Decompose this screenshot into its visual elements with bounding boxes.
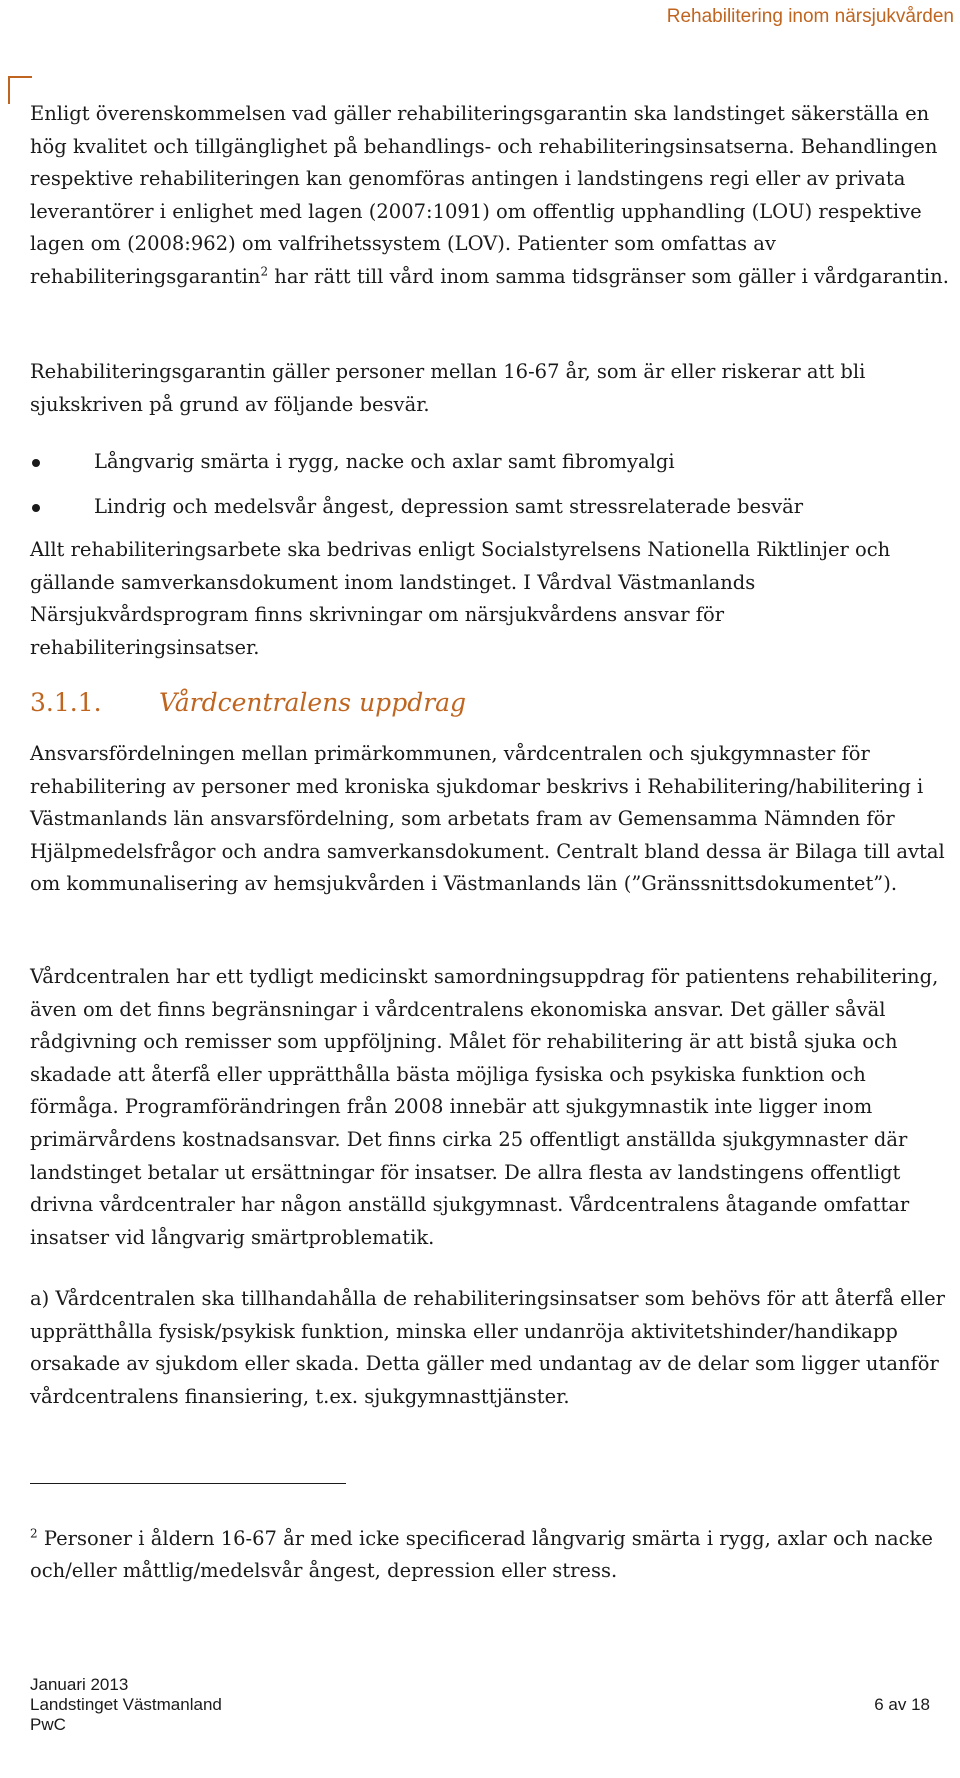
corner-mark xyxy=(8,76,32,104)
bullet-dot-icon xyxy=(32,459,40,467)
paragraph-guarantee xyxy=(30,98,955,294)
footer-company: PwC xyxy=(30,1715,66,1734)
page-footer xyxy=(30,1675,930,1735)
footer-date: Januari 2013 xyxy=(30,1675,129,1694)
paragraph-coordination: Vårdcentralen har ett tydligt medicinskt samordningsuppdrag för patientens rehabilitering, även om det finns begränsningar i vårdcentralens ekonomiska ansvar. Det gäller såväl rådgivning och remisser som uppföljning. Målet för rehabilitering är att bistå sjuka och skadade att återfå eller upprätthålla bästa möjliga fysiska och psykiska funktion och förmåga. Programförändringen från 2008 innebär att sjukgymnastik inte ligger inom primärvårdens kostnadsansvar. Det finns cirka 25 offentligt anställda sjukgymnaster där landstinget betalar ut ersättningar för insatser. De allra flesta av landstingens offentligt drivna vårdcentraler har någon anställd sjukgymnast. Vårdcentralens åtagande omfattar insatser vid långvarig smärtproblematik. xyxy=(30,965,939,1249)
footer-org: Landstinget Västmanland xyxy=(30,1695,222,1714)
footnote-number: 2 xyxy=(30,1526,38,1540)
footnote-reference[interactable]: 2 xyxy=(260,264,269,279)
paragraph-guarantee-text: Enligt överenskommelsen vad gäller rehabiliteringsgarantin ska landstinget säkerställa en hög kvalitet och tillgänglighet på behandlings- och rehabiliteringsinsatserna. Behandlingen respektive rehabiliteringen kan genomföras antingen i landstingens regi eller av privata leverantörer i enlighet med lagen (2007:1091) om offentlig upphandling (LOU) respektive lagen om (2008:962) om valfrihetssystem (LOV). Patienter som omfattas av rehabiliteringsgarantin xyxy=(30,102,938,288)
page-header-title: Rehabilitering inom närsjukvården xyxy=(666,6,954,27)
bullet-text: Långvarig smärta i rygg, nacke och axlar samt fibromyalgi xyxy=(94,450,675,473)
section-title: Vårdcentralens uppdrag xyxy=(159,688,467,717)
paragraph-provision: a) Vårdcentralen ska tillhandahålla de rehabiliteringsinsatser som behövs för att återfå eller upprätthålla fysisk/psykisk funktion, minska eller undanröja aktivitetshinder/handikapp orsakade av sjukdom eller skada. Detta gäller med undantag av de delar som ligger utanför vårdcentralens finansiering, t.ex. sjukgymnasttjänster. xyxy=(30,1287,945,1408)
footnote-text: Personer i åldern 16-67 år med icke specificerad långvarig smärta i rygg, axlar och nacke och/eller måttlig/medelsvår ångest, depression eller stress. xyxy=(30,1526,933,1582)
bullet-text: Lindrig och medelsvår ångest, depression samt stressrelaterade besvär xyxy=(94,495,804,518)
paragraph-responsibility: Ansvarsfördelningen mellan primärkommunen, vårdcentralen och sjukgymnaster för rehabilitering av personer med kroniska sjukdomar beskrivs i Rehabilitering/habilitering i Västmanlands län ansvarsfördelning, som arbetats fram av Gemensamma Nämnden för Hjälpmedelsfrågor och andra samverkansdokument. Centralt bland dessa är Bilaga till avtal om kommunalisering av hemsjukvården i Västmanlands län (”Gränssnittsdokumentet”). xyxy=(30,742,945,896)
page-number: 6 av 18 xyxy=(874,1695,930,1714)
paragraph-eligibility: Rehabiliteringsgarantin gäller personer mellan 16-67 år, som är eller riskerar att bli sjukskriven på grund av följande besvär. xyxy=(30,360,866,416)
paragraph-guarantee-tail: har rätt till vård inom samma tidsgränser som gäller i vårdgarantin. xyxy=(268,264,949,288)
footnote xyxy=(30,1523,955,1587)
bullet-dot-icon xyxy=(32,504,40,512)
footnote-divider xyxy=(30,1483,346,1484)
paragraph-guidelines: Allt rehabiliteringsarbete ska bedrivas enligt Socialstyrelsens Nationella Riktlinjer och gällande samverkansdokument inom landstinget. I Vårdval Västmanlands Närsjukvårdsprogram finns skrivningar om närsjukvårdens ansvar för rehabiliteringsinsatser. xyxy=(30,538,891,659)
section-heading xyxy=(30,688,466,717)
section-number: 3.1.1. xyxy=(30,688,102,717)
